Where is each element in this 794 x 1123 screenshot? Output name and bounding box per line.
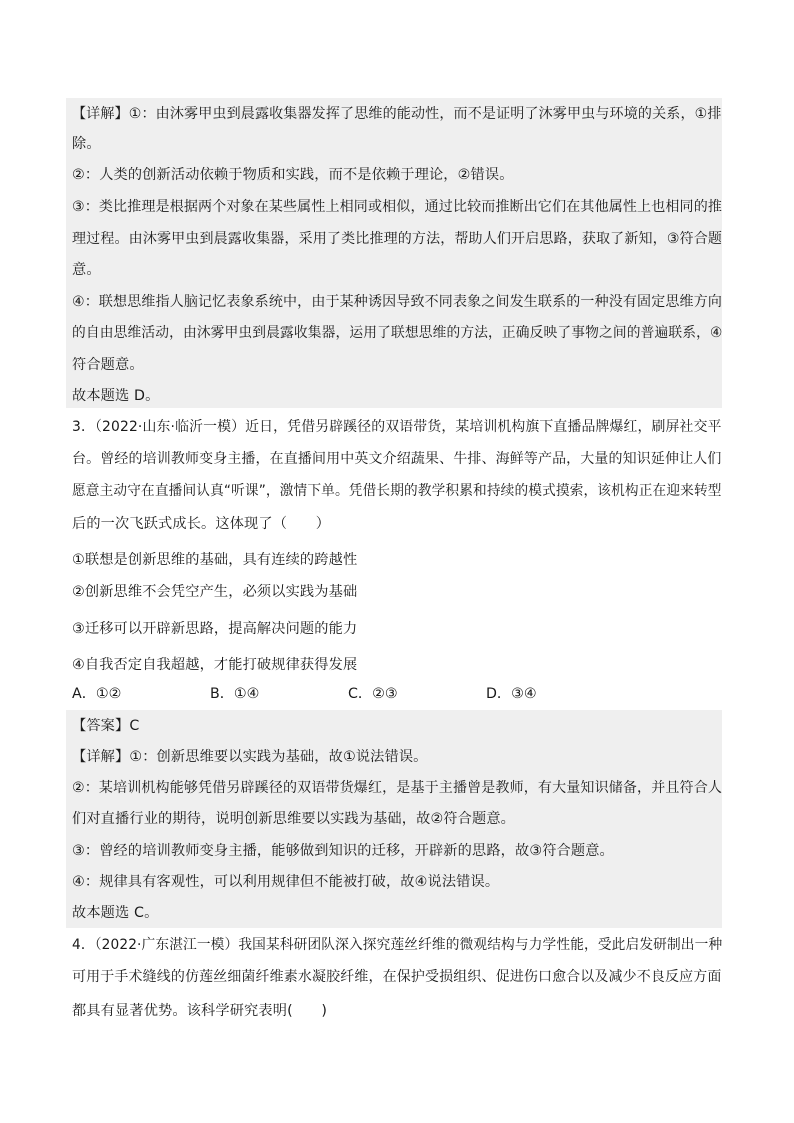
question-4-stem: 4．（2022·广东湛江一模）我国某科研团队深入探究莲丝纤维的微观结构与力学性能，受此启发研制出一种 [72, 937, 723, 953]
explanation-line: 们对直播行业的期待，说明创新思维要以实践为基础，故②符合题意。 [72, 811, 515, 827]
explanation-line: ③：曾经的培训教师变身主播，能够做到知识的迁移，开辟新的思路，故③符合题意。 [72, 843, 614, 859]
question-3-statement-4: ④自我否定自我超越，才能打破规律获得发展 [72, 657, 358, 673]
question-3-statement-1: ①联想是创新思维的基础，具有连续的跨越性 [72, 552, 358, 568]
question-3-stem: 3．（2022·山东·临沂一模）近日，凭借另辟蹊径的双语带货，某培训机构旗下直播品牌爆红，刷屏社交平 [72, 419, 722, 435]
explanation-line: 的自由思维活动，由沐雾甲虫到晨露收集器，运用了联想思维的方法，正确反映了事物之间的普遍联系，④ [72, 325, 723, 341]
question-4-stem: 可用于手术缝线的仿莲丝细菌纤维素水凝胶纤维，在保护受损组织、促进伤口愈合以及减少不良反应方面 [72, 969, 722, 985]
question-4-stem: 都具有显著优势。该科学研究表明( ) [72, 1003, 328, 1019]
explanation-line: ③：类比推理是根据两个对象在某些属性上相同或相似，通过比较而推断出它们在其他属性上也相同的推 [72, 199, 723, 215]
option-c: C．②③ [348, 686, 398, 702]
question-3-stem: 愿意主动守在直播间认真“听课”，激情下单。凭借长期的教学积累和持续的模式摸索，该机构正在迎来转型 [72, 483, 722, 499]
explanation-line: 【详解】①：由沐雾甲虫到晨露收集器发挥了思维的能动性，而不是证明了沐雾甲虫与环境的关系，①排 [72, 106, 722, 122]
explanation-conclusion: 故本题选 C。 [72, 905, 159, 921]
explanation-line: 意。 [72, 262, 101, 278]
explanation-line: ②：某培训机构能够凭借另辟蹊径的双语带货爆红，是基于主播曾是教师，有大量知识储备，并且符合人 [72, 780, 723, 796]
question-3-statement-2: ②创新思维不会凭空产生，必须以实践为基础 [72, 584, 358, 600]
option-b: B．①④ [210, 686, 260, 702]
explanation-line: 除。 [72, 136, 101, 152]
question-3-stem: 台。曾经的培训教师变身主播，在直播间用中英文介绍蔬果、牛排、海鲜等产品，大量的知识延伸让人们 [72, 451, 722, 467]
explanation-line: 【详解】①：创新思维要以实践为基础，故①说法错误。 [72, 749, 428, 765]
option-a: A．①② [72, 686, 122, 702]
explanation-line: ④：规律具有客观性，可以利用规律但不能被打破，故④说法错误。 [72, 874, 500, 890]
explanation-conclusion: 故本题选 D。 [72, 388, 160, 404]
explanation-line: ④：联想思维指人脑记忆表象系统中，由于某种诱因导致不同表象之间发生联系的一种没有固定思维方向 [72, 294, 723, 310]
question-3-statement-3: ③迁移可以开辟新思路，提高解决问题的能力 [72, 621, 358, 637]
explanation-line: ②：人类的创新活动依赖于物质和实践，而不是依赖于理论，②错误。 [72, 167, 514, 183]
explanation-line: 符合题意。 [72, 357, 144, 373]
question-3-stem: 后的一次飞跃式成长。这体现了（ ） [72, 516, 331, 532]
answer-label: 【答案】C [72, 718, 140, 734]
option-d: D．③④ [486, 686, 537, 702]
explanation-line: 理过程。由沐雾甲虫到晨露收集器，采用了类比推理的方法，帮助人们开启思路，获取了新知，③符合题 [72, 231, 723, 247]
